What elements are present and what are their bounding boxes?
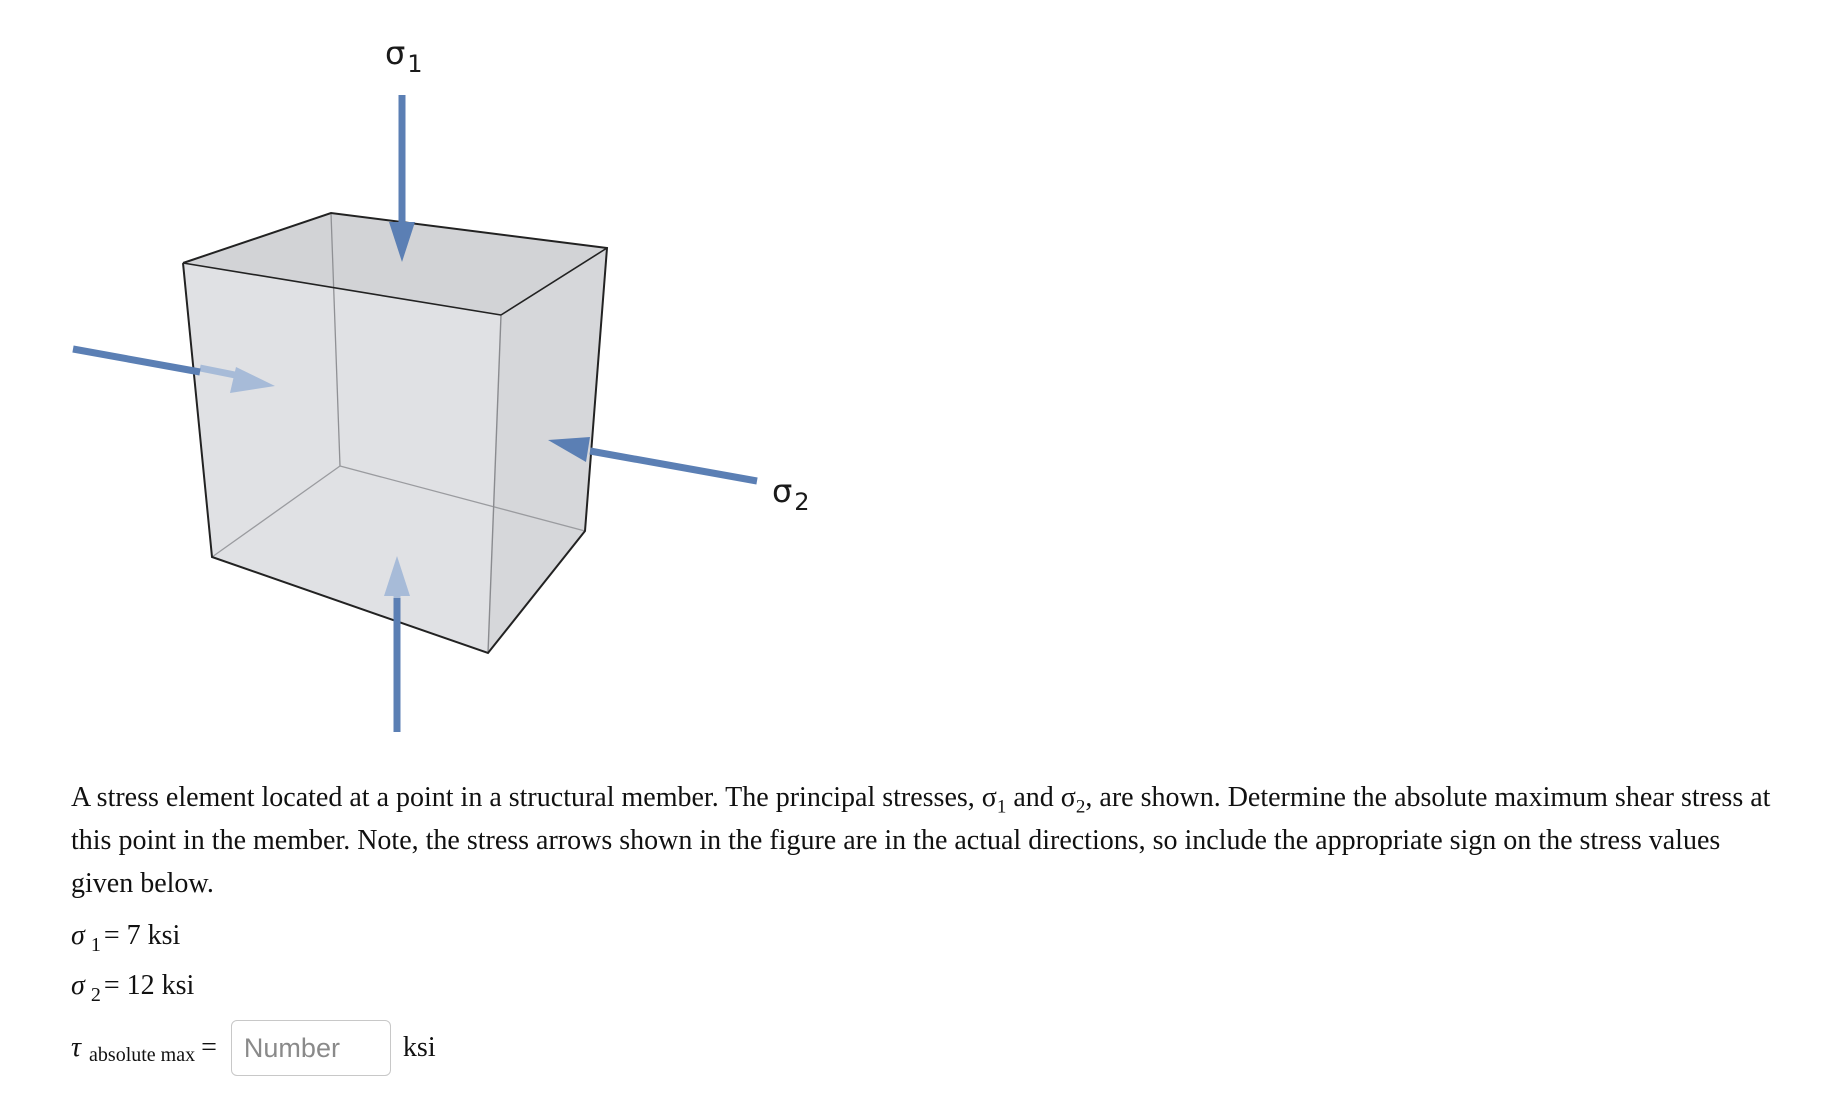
tau-symbol: τ — [71, 1032, 82, 1063]
answer-row — [71, 1018, 436, 1078]
cube-front-face — [183, 263, 501, 653]
sigma2-label: $\sigma_2$ — [772, 472, 810, 516]
equals-sign: = — [201, 1032, 217, 1063]
answer-input[interactable] — [231, 1020, 391, 1076]
tau-subscript: absolute max — [89, 1043, 196, 1066]
sigma1-label: $\sigma_1$ — [385, 34, 423, 78]
given-sigma2: σ $_2$ = 12 ksi — [71, 970, 195, 1006]
answer-unit: ksi — [402, 1032, 436, 1063]
sigma2-left-arrow — [73, 349, 200, 372]
given-sigma1: σ $_1$ = 7 ksi — [71, 920, 181, 956]
problem-statement: A stress element located at a point in a structural member. The principal stresses, $\sigma_1$ and $\sigma_2$, are shown. Determine the absolute maximum shear stress at this point in the member. Note, the stress arrows shown in the figure are in the actual directions, so include the appropriate sign on the stress values given below. — [71, 782, 1771, 899]
